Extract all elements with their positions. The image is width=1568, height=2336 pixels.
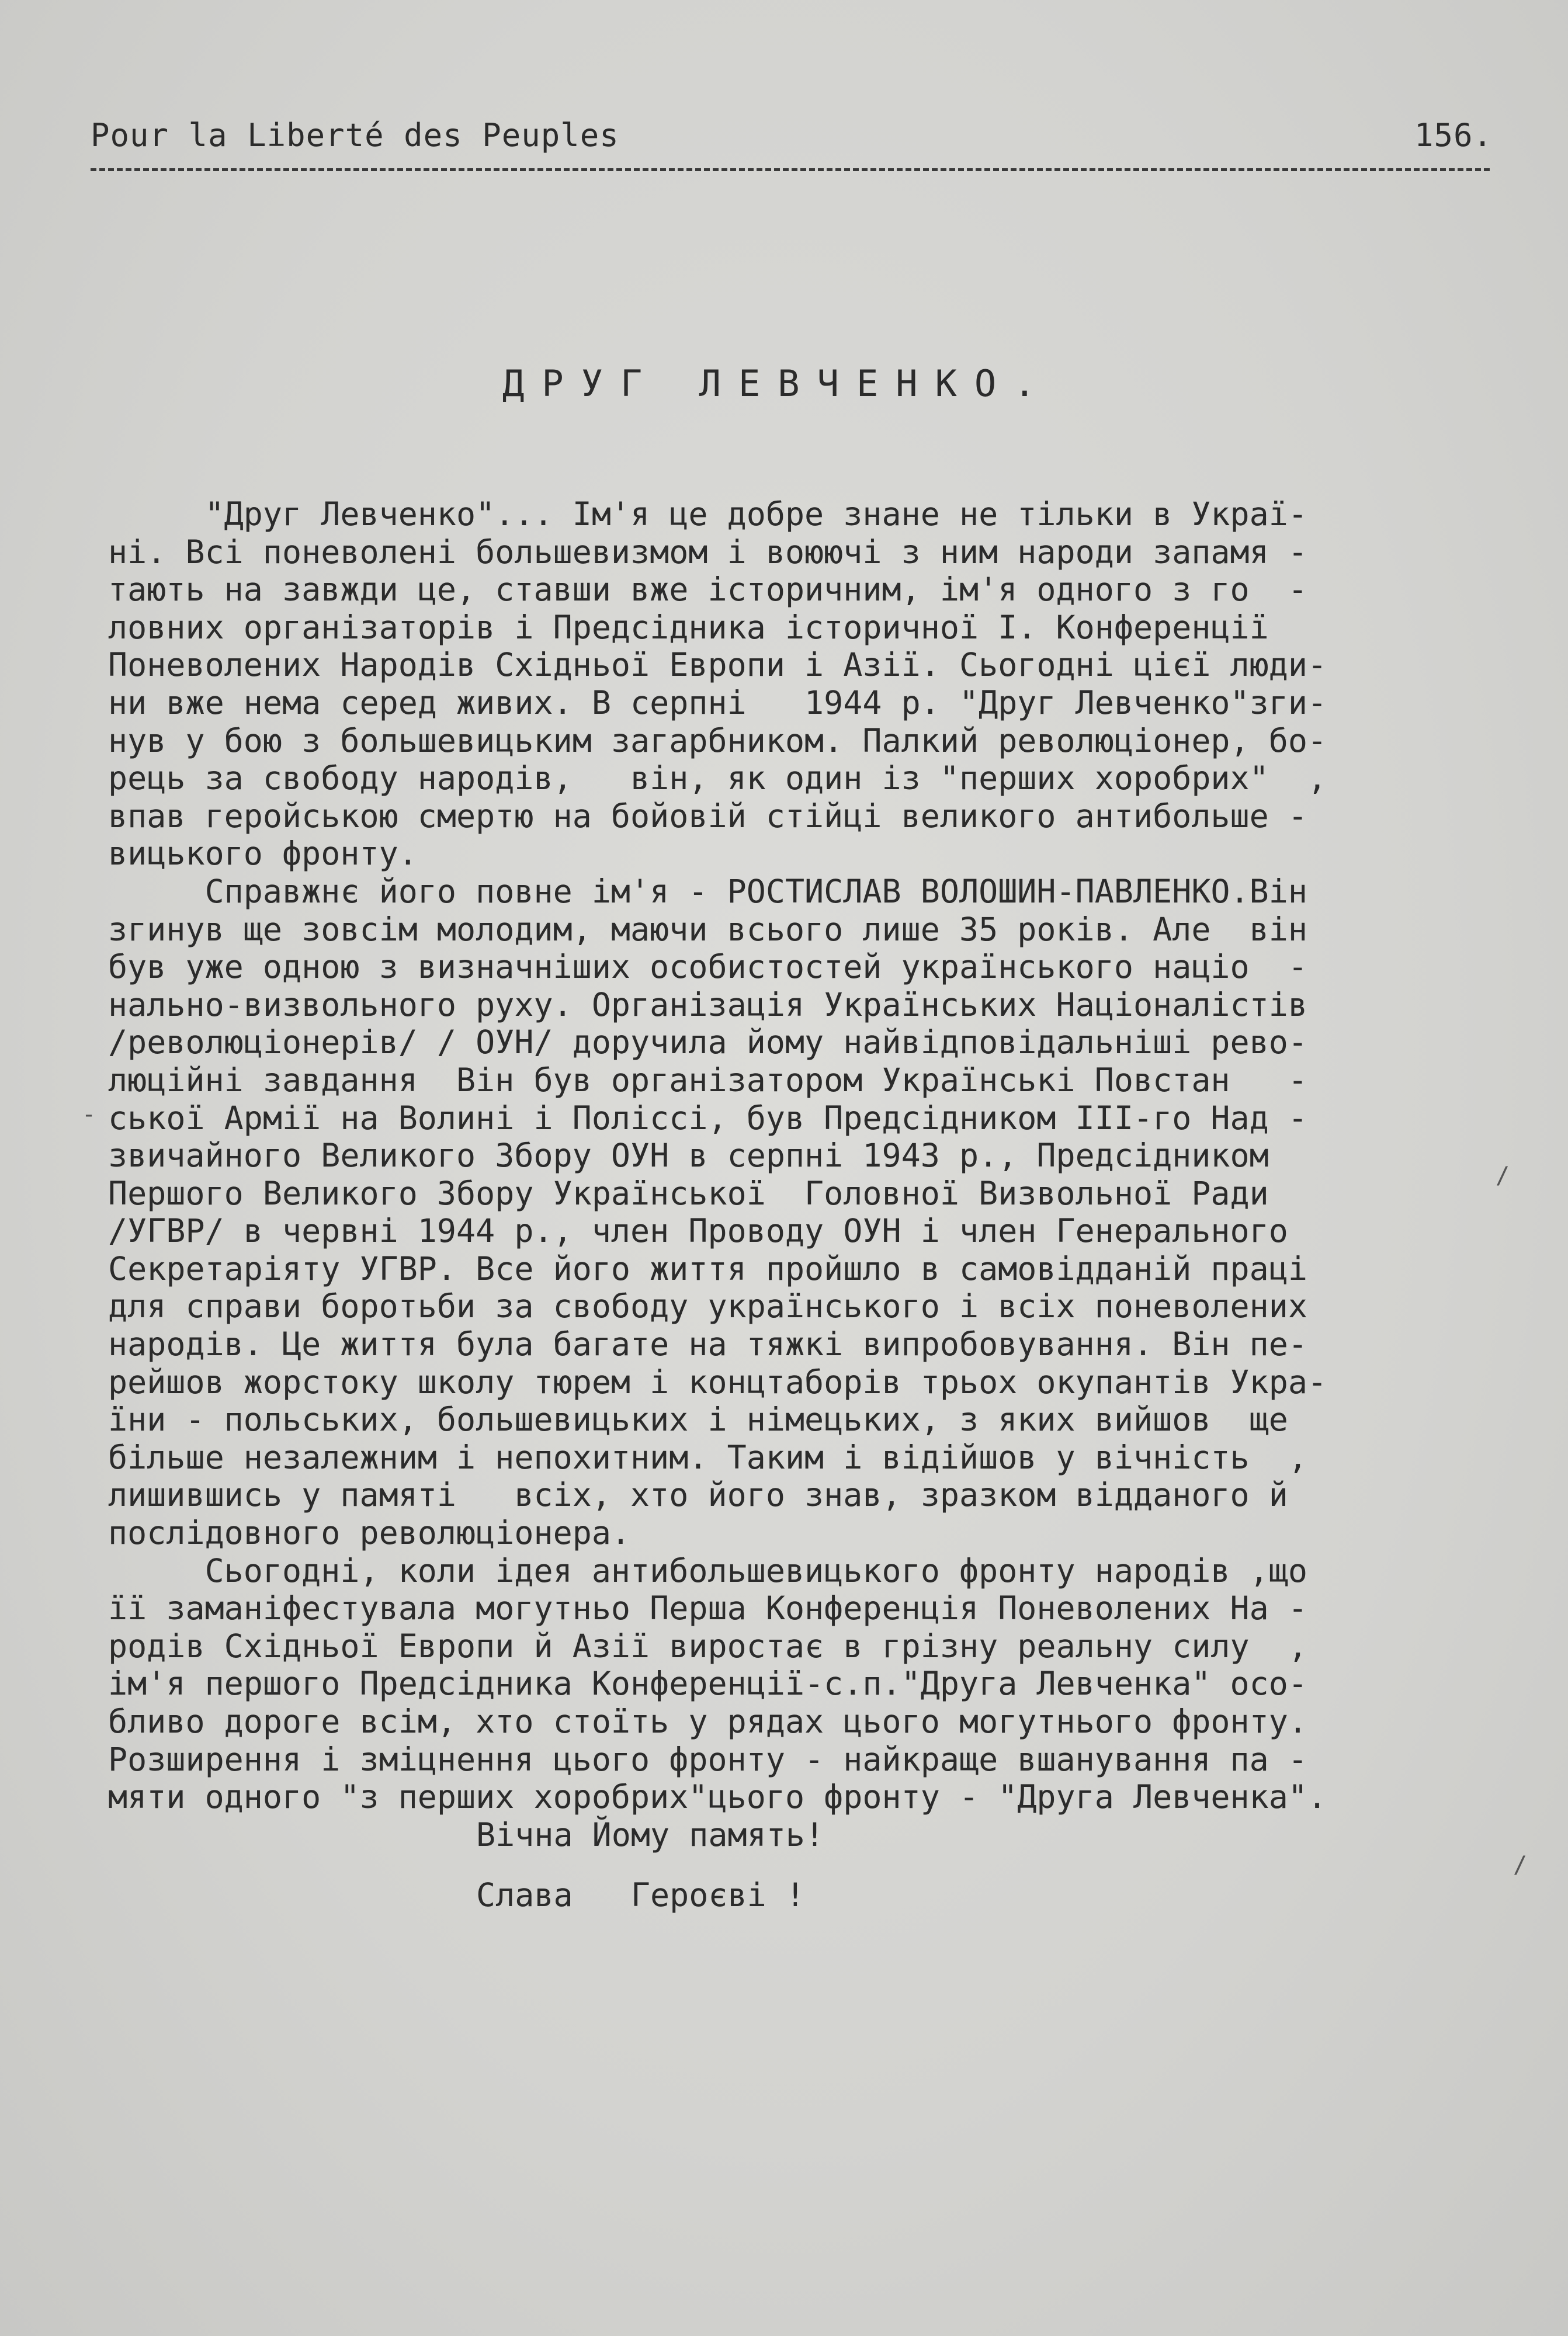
body-line: Сьогодні, коли ідея антибольшевицького фронту народів ,що: [108, 1551, 1307, 1589]
body-line: "Друг Левченко"... Ім'я це добре знане не тільки в Украї-: [108, 495, 1307, 533]
article-body: [108, 495, 1463, 1816]
closing-line-glory: Слава Героєві !: [476, 1876, 805, 1914]
body-line: нально-визвольного руху. Організація Українських Націоналістів: [108, 985, 1307, 1023]
body-line: для справи боротьби за свободу українського і всіх поневолених: [108, 1287, 1307, 1325]
body-line: ні. Всі поневолені большевизмом і воюючі з ним народи запамя -: [108, 533, 1307, 571]
body-line: ім'я першого Предсідника Конференції-с.п."Друга Левченка" осо-: [108, 1665, 1307, 1703]
body-line: Справжнє його повне ім'я - РОСТИСЛАВ ВОЛОШИН-ПАВЛЕНКО.Він: [108, 872, 1307, 910]
body-line: рейшов жорстоку школу тюрем і концтаборів трьох окупантів Укра-: [108, 1363, 1327, 1401]
page-number: 156.: [1414, 117, 1493, 154]
publication-title: Pour la Liberté des Peuples: [91, 117, 619, 154]
closing-block: [476, 1805, 824, 1925]
body-line: /революціонерів/ / ОУН/ доручила йому найвідповідальніші рево-: [108, 1023, 1307, 1061]
margin-mark-left: -: [82, 1101, 96, 1128]
header-dashed-rule: [91, 168, 1490, 171]
body-line: послідовного революціонера.: [108, 1514, 631, 1552]
body-line: звичайного Великого Збору ОУН в серпні 1943 р., Предсідником: [108, 1137, 1269, 1175]
article-title: ДРУГ ЛЕВЧЕНКО.: [502, 362, 1053, 405]
body-line: Розширення і зміцнення цього фронту - найкраще вшанування па -: [108, 1740, 1307, 1778]
body-line: /УГВР/ в червні 1944 р., член Проводу ОУН і член Генерального: [108, 1212, 1288, 1250]
body-line: лишившись у памяті всіх, хто його знав, зразком відданого й: [108, 1476, 1288, 1514]
body-line: Секретаріяту УГВР. Все його життя пройшло в самовідданій праці: [108, 1249, 1307, 1287]
body-line: мяти одного "з перших хоробрих"цього фронту - "Друга Левченка".: [108, 1778, 1327, 1816]
body-line: народів. Це життя була багате на тяжкі випробовування. Він пе-: [108, 1325, 1307, 1363]
body-line: впав геройською смертю на бойовій стійці великого антибольше -: [108, 797, 1307, 835]
running-header: [91, 117, 1493, 164]
body-line: Поневолених Народів Східньої Европи і Азії. Сьогодні цієї люди-: [108, 646, 1327, 684]
body-line: вицького фронту.: [108, 835, 418, 873]
body-line: ловних організаторів і Предсідника історичної І. Конференції: [108, 608, 1269, 646]
body-line: її заманіфестувала могутньо Перша Конференція Поневолених На -: [108, 1589, 1307, 1627]
body-line: ської Армії на Волині і Поліссі, був Предсідником ІІІ-го Над -: [108, 1099, 1307, 1137]
body-line: більше незалежним і непохитним. Таким і відійшов у вічність ,: [108, 1438, 1307, 1476]
body-line: тають на завжди це, ставши вже історичним, ім'я одного з го -: [108, 571, 1307, 609]
body-line: люційні завдання Він був організатором Українські Повстан -: [108, 1061, 1307, 1099]
closing-line-memory: Вічна Йому память!: [476, 1816, 825, 1853]
body-line: Першого Великого Збору Української Головної Визвольної Ради: [108, 1174, 1269, 1212]
body-line: ни вже нема серед живих. В серпні 1944 р. "Друг Левченко"зги-: [108, 683, 1327, 721]
body-line: їни - польських, большевицьких і німецьких, з яких вийшов ще: [108, 1401, 1288, 1439]
body-line: бливо дороге всім, хто стоїть у рядах цього могутнього фронту.: [108, 1703, 1307, 1740]
margin-mark-right: /: [1496, 1162, 1510, 1189]
body-line: рець за свободу народів, він, як один із "перших хоробрих" ,: [108, 759, 1327, 797]
body-line: згинув ще зовсім молодим, маючи всього лише 35 років. Але він: [108, 910, 1307, 948]
body-line: був уже одною з визначніших особистостей українського націо -: [108, 948, 1307, 986]
margin-mark-right-lower: /: [1513, 1852, 1528, 1879]
body-line: нув у бою з большевицьким загарбником. Палкий революціонер, бо-: [108, 721, 1327, 759]
body-line: родів Східньої Европи й Азії виростає в грізну реальну силу ,: [108, 1627, 1307, 1665]
